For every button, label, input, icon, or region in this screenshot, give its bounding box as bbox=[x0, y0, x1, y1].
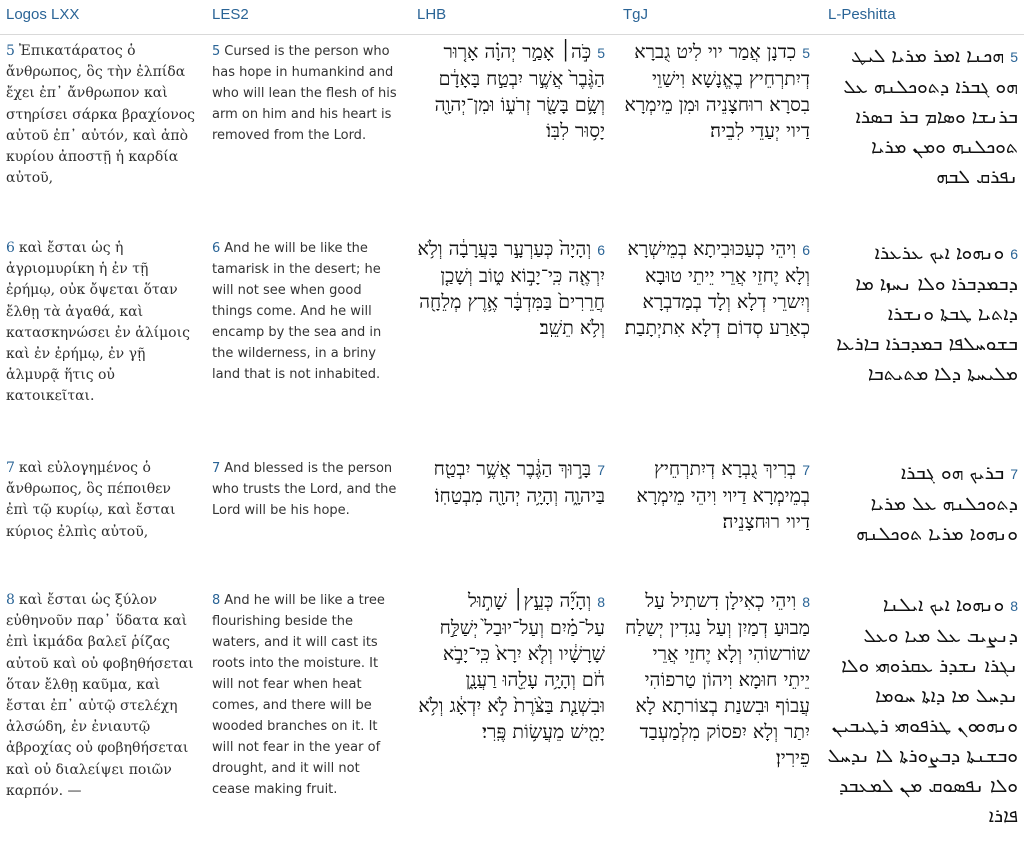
verse-number[interactable]: 8 bbox=[212, 593, 221, 608]
peshitta-text: ܗܟܢܐ ܐܡܪ ܡܪܝܐ ܠܝܛ ܗܘ ܓܒܪܐ ܕܬܘܟܠܢܗ ܥܠ ܒܪܢܫܐ ܘܣܐܡ ܒܪ ܒܣܪܐ ܬܘܟܠܢܗ ܘܡܢ ܡܪܝܐ ܢܦܪܩ ܠܒܗ bbox=[843, 45, 1018, 188]
verse-number[interactable]: 5 bbox=[212, 44, 221, 59]
verse-number[interactable]: 8 bbox=[6, 592, 15, 608]
lhb-text: כֹּ֣ה׀ אָמַ֣ר יְהוָ֗ה אָר֤וּר הַגֶּ֨בֶר֙ אֲשֶׁ֣ר יִבְטַ֣ח בָּאָדָ֔ם וְשָׂ֥ם בָּשָׂ֖ר זְרֹע֑וֹ וּמִן־יְהוָ֖ה יָס֥וּר לִבּֽוֹ׃ bbox=[434, 41, 605, 142]
verse-number[interactable]: 8 bbox=[597, 594, 605, 610]
lhb-text: וְהָיָ֞ה כְּעֵ֣ץ׀ שָׁת֣וּל עַל־מַ֗יִם וְעַל־יוּבַל֙ יְשַׁלַּ֣ח שָׁרָשָׁ֔יו וְלֹ֤א יִרָא֙ כִּֽי־יָבֹ֣א חֹ֔ם וְהָיָ֥ה עָלֵ֖הוּ רַעֲנָ֑ן וּבִשְׁנַ֤ת בַּצֹּ֨רֶת֙ לֹ֣א יִדְאָ֔ג וְלֹ֥א יָמִ֖ישׁ מֵעֲשׂ֥וֹת פֶּֽרִי׃ bbox=[418, 590, 605, 743]
tgj-text: וִיהֵי כְאִילָן דִשתִיל עַל מַבוּעַ דְמַיִן וְעַל נַגדִין יְשַלַח שוֹרשוֹהִי וְלָא יֶחזֵי אֲרֵי יֵיתֵי חוּמָא וִיהוֹן טַרפוֹהִי עֲבוֹף וּבִשנַת בְצוֹרתָא לָא יִתַר וְלָא יִפסוֹק מִלְמַעְבַד פֵירִין׃ bbox=[625, 590, 810, 769]
column-header-tgj[interactable]: TgJ bbox=[623, 6, 649, 23]
les2-cell bbox=[206, 452, 411, 584]
tgj-text: וִיהֵי כְעַכּוּבִיתָא בְמֵישְׁרָא וְלָא יֶחזֵי אֲרֵי יֵיתֵי טוּבָא וְיִשרֵי דְלָא וְלָד בְמַדבְרָא כְאַרַע סְדוֹם דְלָא אִתיְתָבַת׃ bbox=[624, 238, 810, 339]
table-row bbox=[0, 584, 1024, 846]
les2-cell bbox=[206, 35, 411, 232]
verse-number[interactable]: 6 bbox=[6, 240, 15, 256]
les2-cell bbox=[206, 232, 411, 452]
lxx-cell bbox=[0, 35, 206, 232]
tgj-cell bbox=[617, 35, 822, 232]
table-row bbox=[0, 35, 1024, 232]
lhb-cell bbox=[411, 452, 617, 584]
lhb-cell bbox=[411, 232, 617, 452]
les2-text: And blessed is the person who trusts the Lord, and the Lord will be his hope. bbox=[212, 461, 397, 518]
les2-text: And he will be like the tamarisk in the desert; he will not see when good things come. And he will encamp by the sea and in the wilderness, in a briny land that is not inhabited. bbox=[212, 241, 382, 382]
peshitta-cell bbox=[822, 232, 1024, 452]
lxx-text: καὶ ἔσται ὡς ξύλον εὐθηνοῦν παρ᾽ ὕδατα καὶ ἐπὶ ἰκμάδα βαλεῖ ῥίζας αὐτοῦ καὶ οὐ φοβηθήσεται ὅταν ἔλθῃ καῦμα, καὶ ἔσται ἐπ᾽ αὐτῷ στελέχη ἀλσώδη, ἐν ἐνιαυτῷ ἀβροχίας οὐ φοβηθήσεται καὶ οὐ διαλείψει ποιῶν καρπόν. — bbox=[6, 592, 194, 799]
lhb-cell bbox=[411, 584, 617, 846]
peshitta-text: ܘܢܗܘܐ ܐܝܟ ܐܝܠܢܐ ܕܢܨܝܒ ܥܠ ܡܝܐ ܘܥܠ ܢܓܪܐ ܢܫܕܪ ܥܩܪܘܗܝ ܘܠܐ ܢܕܚܠ ܡܐ ܕܐܬܐ ܚܘܡܐ ܘܢܗܘܘܢ ܛܪܦܘܗܝ ܪܛܝܒܝܢ ܘܒܫܢܬܐ ܕܒܨܘܪܬܐ ܠܐ ܢܕܚܠ ܘܠܐ ܢܦܣܘܩ ܡܢ ܠܡܥܒܕ ܦܐܪܐ bbox=[827, 594, 1018, 827]
table-header bbox=[0, 0, 1024, 35]
les2-cell bbox=[206, 584, 411, 846]
peshitta-cell bbox=[822, 35, 1024, 232]
lxx-cell bbox=[0, 584, 206, 846]
verse-number[interactable]: 5 bbox=[597, 45, 605, 61]
lxx-text: καὶ ἔσται ὡς ἡ ἀγριομυρίκη ἡ ἐν τῇ ἐρήμῳ, οὐκ ὄψεται ὅταν ἔλθῃ τὰ ἀγαθά, καὶ κατασκηνώσει ἐν ἁλίμοις καὶ ἐν ἐρήμῳ, ἐν γῇ ἁλμυρᾷ ἥτις οὐ κατοικεῖται. bbox=[6, 240, 190, 405]
verse-number[interactable]: 7 bbox=[6, 460, 15, 476]
tgj-text: בְרִיךְ גֻבְרָא דְיִתרְחֵיץ בְמֵימְרָא דַיוי וִיהֵי מֵימְרָא דַיוי רוּחצָנֵיה׃ bbox=[636, 458, 810, 533]
verse-number[interactable]: 6 bbox=[802, 242, 810, 258]
verse-number[interactable]: 6 bbox=[597, 242, 605, 258]
column-header-l-peshitta[interactable]: L-Peshitta bbox=[828, 6, 896, 23]
verse-number[interactable]: 7 bbox=[802, 462, 810, 478]
verse-number[interactable]: 5 bbox=[802, 45, 810, 61]
verse-number[interactable]: 8 bbox=[802, 594, 810, 610]
lhb-text: בָּר֣וּךְ הַגֶּ֔בֶר אֲשֶׁ֥ר יִבְטַ֖ח בַּיהוָ֑ה וְהָיָ֥ה יְהוָ֖ה מִבְטַחֽוֹ׃ bbox=[433, 458, 605, 507]
tgj-text: כִדנָן אֲמַר יוי לִיט גֻברָא דְיִתרְחֵיץ בֶאֱנָשָׁא וִישַׁוֵי בִסרָא רוּחצָנֵיה וּמִן מֵימְרָא דַיוי יְעַדֵי לִבֵיה׃ bbox=[624, 41, 810, 142]
column-header-lhb[interactable]: LHB bbox=[417, 6, 447, 23]
peshitta-text: ܘܢܗܘܐ ܐܝܟ ܥܪܥܪܐ ܕܒܡܕܒܪܐ ܘܠܐ ܢܚܙܐ ܡܐ ܕܐܬܝܐ ܛܒܬܐ ܘܢܫܪܐ ܒܫܘܚܠܦܐ ܒܡܕܒܪܐ ܒܐܪܥܐ ܡܠܝܚܬܐ ܕܠܐ ܡܬܝܬܒܐ bbox=[836, 242, 1018, 385]
verse-number[interactable]: 5 bbox=[1010, 49, 1018, 65]
les2-text: Cursed is the person who has hope in humankind and who will lean the flesh of his arm on him and his heart is removed from the Lord. bbox=[212, 44, 397, 143]
verse-number[interactable]: 8 bbox=[1010, 598, 1018, 614]
table-row bbox=[0, 232, 1024, 452]
peshitta-cell bbox=[822, 584, 1024, 846]
les2-text: And he will be like a tree flourishing beside the waters, and it will cast its roots into the moisture. It will not fear when heat comes, and there will be wooded branches on it. It will not fear in the year of drought, and it will not cease making fruit. bbox=[212, 593, 385, 797]
verse-number[interactable]: 7 bbox=[1010, 466, 1018, 482]
peshitta-cell bbox=[822, 452, 1024, 584]
verse-number[interactable]: 6 bbox=[1010, 246, 1018, 262]
verse-number[interactable]: 7 bbox=[212, 461, 221, 476]
lxx-text: Ἐπικατάρατος ὁ ἄνθρωπος, ὃς τὴν ἐλπίδα ἔχει ἐπ᾽ ἄνθρωπον καὶ στηρίσει σάρκα βραχίονος αὐτοῦ ἐπ᾽ αὐτόν, καὶ ἀπὸ κυρίου ἀποστῇ ἡ καρδία αὐτοῦ, bbox=[6, 43, 196, 187]
lxx-cell bbox=[0, 232, 206, 452]
tgj-cell bbox=[617, 584, 822, 846]
verse-number[interactable]: 5 bbox=[6, 43, 15, 59]
table-row bbox=[0, 452, 1024, 584]
verse-number[interactable]: 7 bbox=[597, 462, 605, 478]
lxx-cell bbox=[0, 452, 206, 584]
column-header-logos-lxx[interactable]: Logos LXX bbox=[6, 6, 80, 23]
peshitta-text: ܒܪܝܟ ܗܘ ܓܒܪܐ ܕܬܘܟܠܢܗ ܥܠ ܡܪܝܐ ܘܢܗܘܐ ܡܪܝܐ ܬܘܟܠܢܗ bbox=[856, 462, 1018, 545]
lhb-cell bbox=[411, 35, 617, 232]
tgj-cell bbox=[617, 232, 822, 452]
column-header-les2[interactable]: LES2 bbox=[212, 6, 249, 23]
lxx-text: καὶ εὐλογημένος ὁ ἄνθρωπος, ὃς πέποιθεν ἐπὶ τῷ κυρίῳ, καὶ ἔσται κύριος ἐλπὶς αὐτοῦ, bbox=[6, 460, 176, 540]
lhb-text: וְהָיָה֙ כְּעַרְעָ֣ר בָּעֲרָבָ֔ה וְלֹ֥א יִרְאֶ֖ה כִּֽי־יָב֣וֹא ט֑וֹב וְשָׁכַ֤ן חֲרֵרִים֙ בַּמִּדְבָּ֔ר אֶ֥רֶץ מְלֵחָ֖ה וְלֹ֥א תֵשֵֽׁב׃ bbox=[417, 238, 605, 339]
verse-number[interactable]: 6 bbox=[212, 241, 221, 256]
tgj-cell bbox=[617, 452, 822, 584]
